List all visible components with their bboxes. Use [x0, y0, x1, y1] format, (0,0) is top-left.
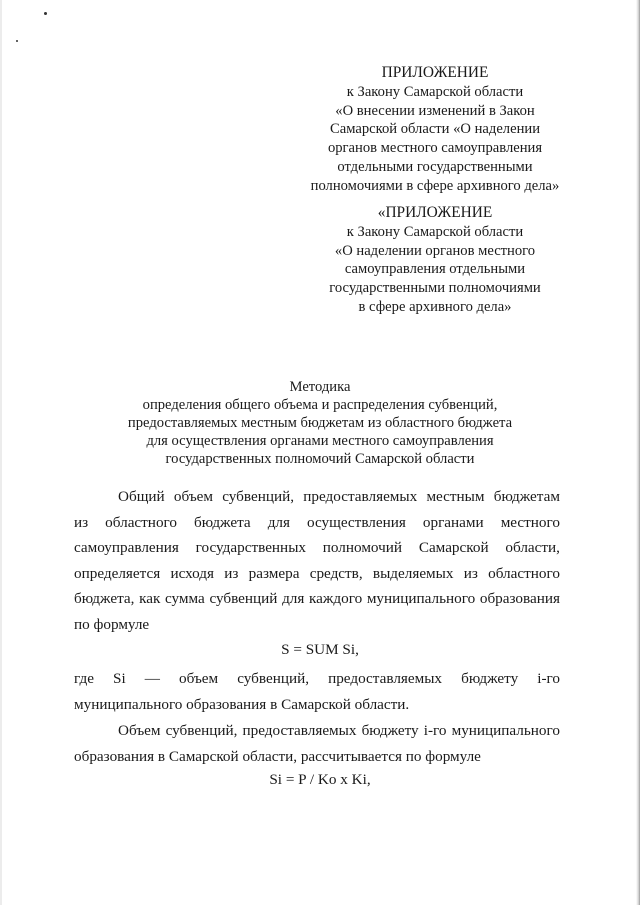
justified-line	[74, 666, 560, 692]
word: субвенций	[209, 590, 278, 608]
annex-heading: ПРИЛОЖЕНИЕ	[381, 64, 489, 81]
word: бюджетам	[493, 488, 560, 505]
scan-speck	[44, 12, 47, 15]
word: муниципального	[451, 722, 560, 739]
word: областного	[488, 564, 560, 582]
paragraph-line: муниципального образования в Самарской области.	[74, 695, 410, 713]
word: для	[282, 590, 305, 608]
method-title: Методика	[289, 379, 351, 395]
word: областного	[105, 513, 177, 531]
annex-line: Самарской области «О наделении	[330, 121, 540, 138]
annex-line: к Закону Самарской области	[346, 83, 524, 100]
annex-line: к Закону Самарской области	[346, 223, 524, 240]
annex-line: самоуправления отдельными	[344, 261, 526, 278]
word: субвенций,	[165, 722, 238, 739]
word: бюджета,	[74, 590, 135, 608]
word: органами	[422, 513, 484, 531]
method-subtitle-line: государственных полномочий Самарской области	[165, 451, 475, 467]
word: бюджета	[194, 513, 251, 531]
word: Si	[113, 670, 126, 687]
formula-total: S = SUM Si,	[281, 641, 359, 658]
word: для	[267, 513, 290, 531]
method-subtitle-line: определения общего объема и распределения субвенций,	[142, 397, 498, 413]
annex-line: органов местного самоуправления	[327, 140, 543, 157]
scan-edge-left	[0, 0, 2, 905]
annex-line: отдельными государственными	[337, 158, 533, 175]
word: размера	[248, 564, 300, 582]
scan-speck	[16, 40, 18, 42]
justified-line	[74, 586, 560, 612]
annex-line: государственными полномочиями	[329, 280, 541, 297]
word: каждого	[309, 590, 363, 608]
justified-line	[74, 535, 560, 561]
annex-heading: «ПРИЛОЖЕНИЕ	[377, 204, 493, 221]
paragraph-line: образования в Самарской области, рассчитывается по формуле	[74, 747, 481, 765]
word: i-го	[537, 670, 560, 687]
word: субвенций,	[222, 488, 295, 505]
word: из	[74, 513, 89, 531]
word: объем	[173, 488, 214, 505]
word: осуществления	[307, 513, 406, 531]
word: предоставляемых	[242, 722, 357, 739]
method-title-block	[60, 378, 580, 468]
word: государственных	[195, 539, 306, 557]
annex-line: «О наделении органов местного	[334, 242, 536, 259]
justified-line	[74, 510, 560, 536]
word: Общий	[118, 488, 165, 505]
word: бюджету	[461, 670, 519, 687]
word: как	[139, 590, 161, 608]
scan-edge-right	[636, 0, 640, 905]
word: где	[74, 670, 94, 687]
formula-si: Si = P / Ko x Ki,	[269, 771, 371, 788]
justified-line	[74, 718, 560, 744]
justified-line	[74, 561, 560, 587]
annex-line: в сфере архивного дела»	[358, 298, 512, 315]
annex-block-amendment	[290, 64, 580, 196]
paragraph-where-si	[74, 666, 560, 717]
word: средств,	[309, 564, 363, 582]
word: выделяемых	[372, 564, 454, 582]
word: исходя	[170, 564, 214, 582]
word: сумма	[165, 590, 205, 608]
word: объем	[179, 670, 219, 687]
word: определяется	[74, 564, 161, 582]
word: области,	[505, 539, 560, 557]
method-subtitle-line: для осуществления органами местного самоуправления	[146, 433, 494, 449]
word: местным	[426, 488, 485, 505]
word: местного	[500, 513, 560, 531]
annex-block-original	[290, 204, 580, 317]
word: i-го	[423, 722, 447, 739]
word: самоуправления	[74, 539, 179, 557]
word: полномочий	[322, 539, 403, 557]
annex-line: «О внесении изменений в Закон	[335, 102, 535, 119]
word: из	[224, 564, 239, 582]
word: Самарской	[418, 539, 489, 557]
word: предоставляемых	[328, 670, 443, 687]
word: Объем	[118, 722, 161, 739]
word: муниципального	[366, 590, 476, 608]
annex-line: полномочиями в сфере архивного дела»	[310, 177, 560, 194]
paragraph-si-calculation	[74, 718, 560, 769]
justified-line	[74, 484, 560, 510]
word: бюджету	[361, 722, 419, 739]
word: предоставляемых	[303, 488, 418, 505]
word: —	[144, 670, 160, 687]
word: субвенций,	[237, 670, 310, 687]
paragraph-total-volume	[74, 484, 560, 638]
method-subtitle-line: предоставляемых местным бюджетам из областного бюджета	[127, 415, 513, 431]
word: образования	[479, 590, 560, 608]
paragraph-line: по формуле	[74, 615, 150, 633]
word: из	[463, 564, 478, 582]
